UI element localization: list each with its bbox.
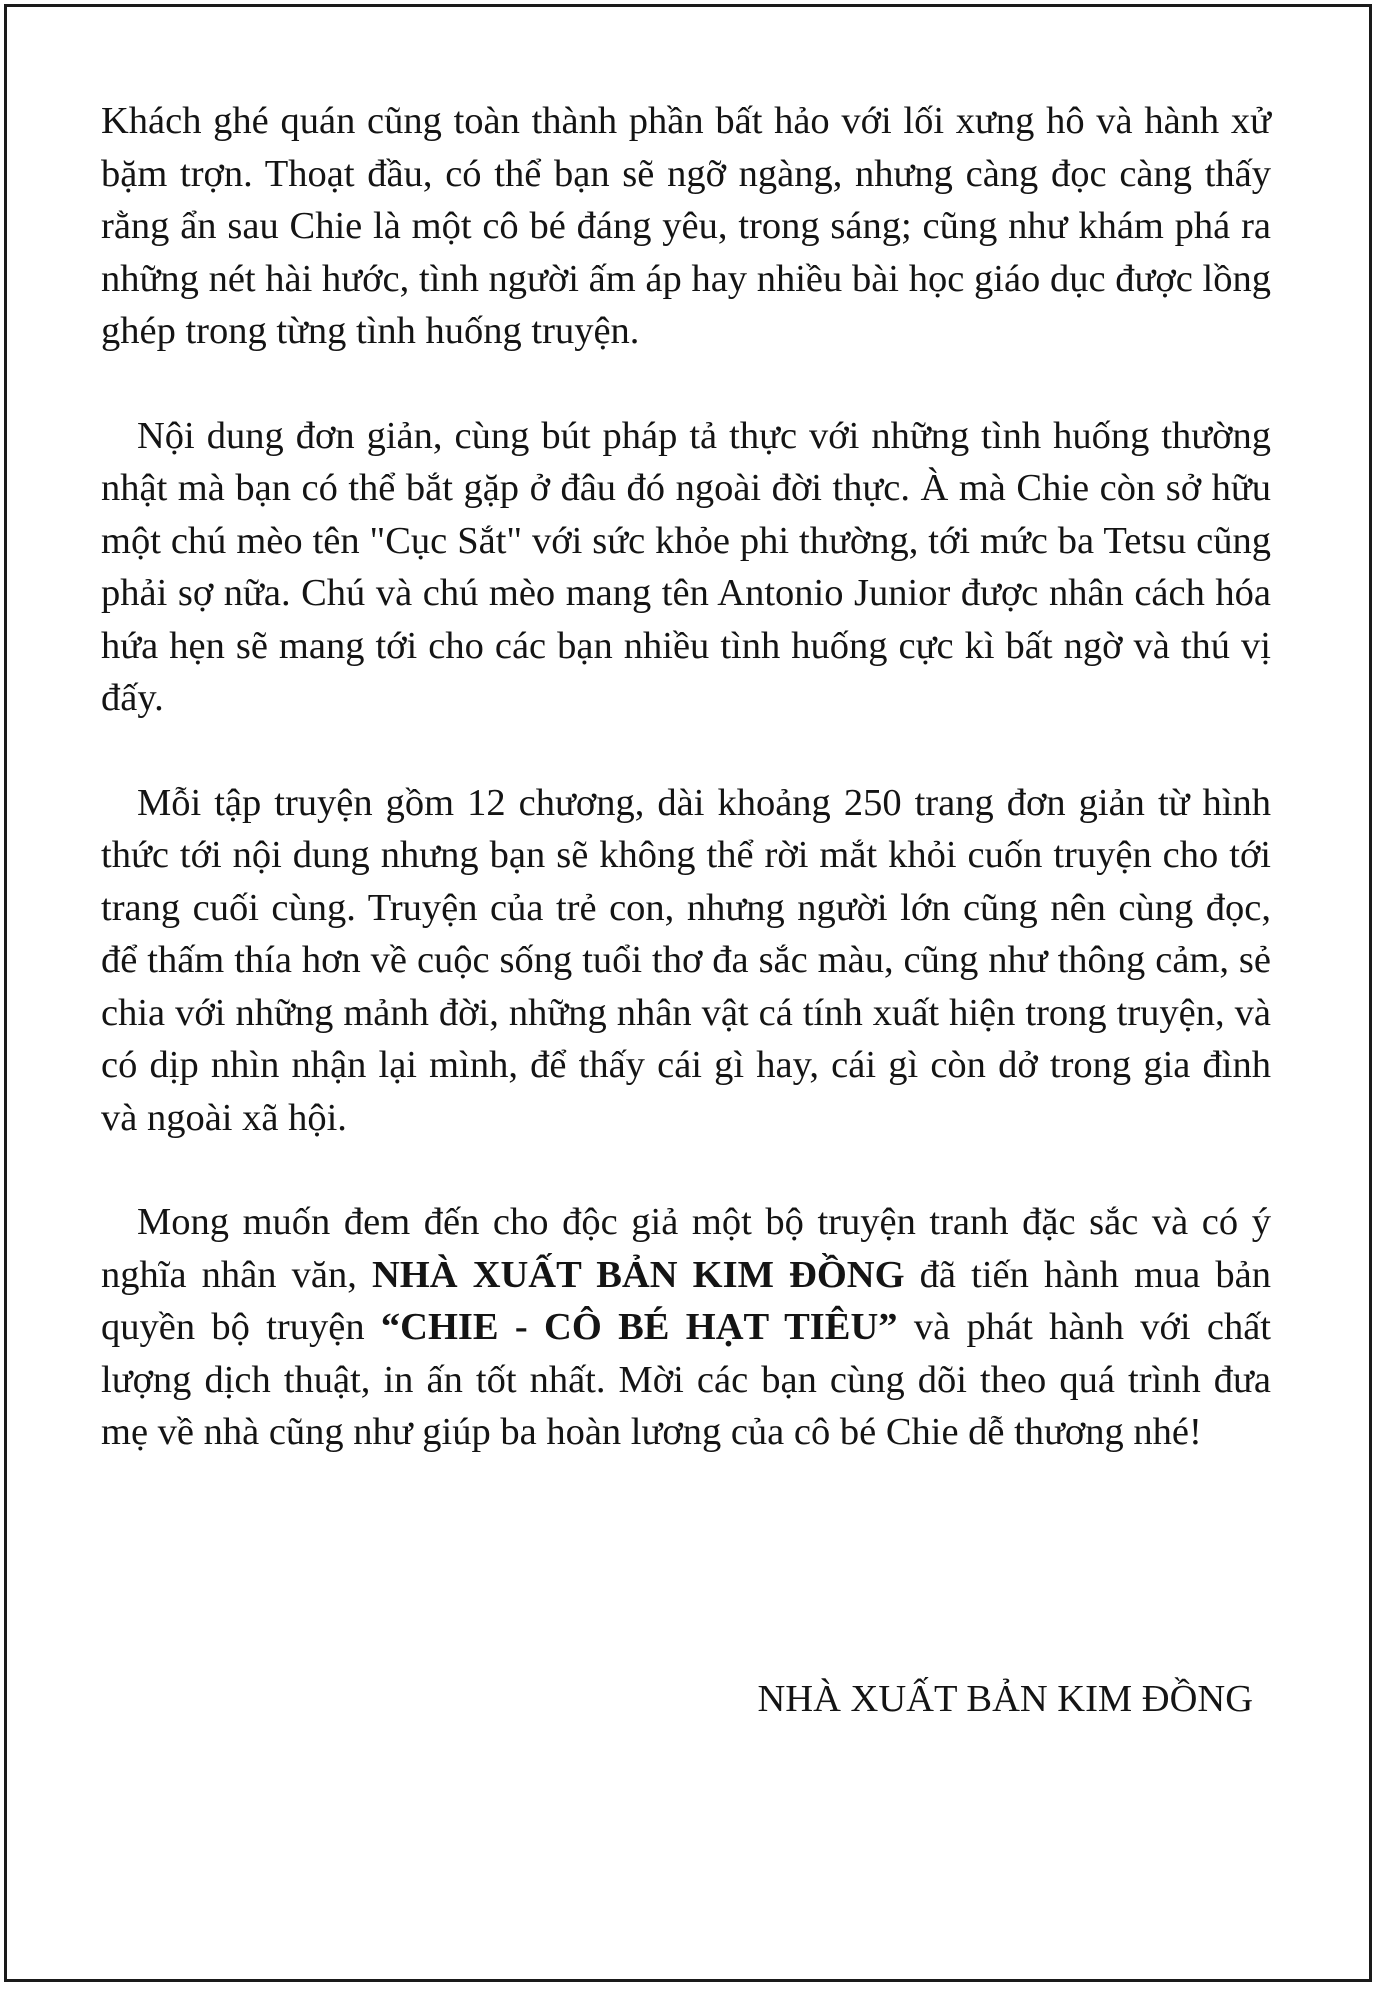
paragraph-4 <box>101 1196 1271 1459</box>
body-text <box>101 95 1271 1511</box>
paragraph-2: Nội dung đơn giản, cùng bút pháp tả thực với những tình huống thường nhật mà bạn có thể bắt gặp ở đâu đó ngoài đời thực. À mà Chie còn sở hữu một chú mèo tên "Cục Sắt" với sức khỏe phi thường, tới mức ba Tetsu cũng phải sợ nữa. Chú và chú mèo mang tên Antonio Junior được nhân cách hóa hứa hẹn sẽ mang tới cho các bạn nhiều tình huống cực kì bất ngờ và thú vị đấy. <box>101 414 1271 719</box>
paragraph-4-part-1: Mong muốn đem đến cho độc giả một bộ truyện tranh đặc sắc và có ý nghĩa nhân văn, <box>101 1201 1271 1296</box>
publisher-name-bold: NHÀ XUẤT BẢN KIM ĐỒNG <box>372 1253 905 1296</box>
publisher-signature: NHÀ XUẤT BẢN KIM ĐỒNG <box>757 1678 1253 1720</box>
page-frame <box>4 4 1372 1982</box>
paragraph-4-part-2: đã tiến hành mua bản quyền bộ truyện <box>101 1253 1271 1348</box>
paragraph-3: Mỗi tập truyện gồm 12 chương, dài khoảng 250 trang đơn giản từ hình thức tới nội dung nhưng bạn sẽ không thể rời mắt khỏi cuốn truyện cho tới trang cuối cùng. Truyện của trẻ con, nhưng người lớn cũng nên cùng đọc, để thấm thía hơn về cuộc sống tuổi thơ đa sắc màu, cũng như thông cảm, sẻ chia với những mảnh đời, những nhân vật cá tính xuất hiện trong truyện, và có dịp nhìn nhận lại mình, để thấy cái gì hay, cái gì còn dở trong gia đình và ngoài xã hội. <box>101 781 1271 1139</box>
series-title-bold: “CHIE - CÔ BÉ HẠT TIÊU” <box>380 1306 898 1348</box>
paragraph-1: Khách ghé quán cũng toàn thành phần bất hảo với lối xưng hô và hành xử bặm trợn. Thoạt đầu, có thể bạn sẽ ngỡ ngàng, nhưng càng đọc càng thấy rằng ẩn sau Chie là một cô bé đáng yêu, trong sáng; cũng như khám phá ra những nét hài hước, tình người ấm áp hay nhiều bài học giáo dục được lồng ghép trong từng tình huống truyện. <box>101 100 1271 352</box>
paragraph-4-part-3: và phát hành với chất lượng dịch thuật, in ấn tốt nhất. Mời các bạn cùng dõi theo quá trình đưa mẹ về nhà cũng như giúp ba hoàn lương của cô bé Chie dễ thương nhé! <box>101 1306 1272 1453</box>
